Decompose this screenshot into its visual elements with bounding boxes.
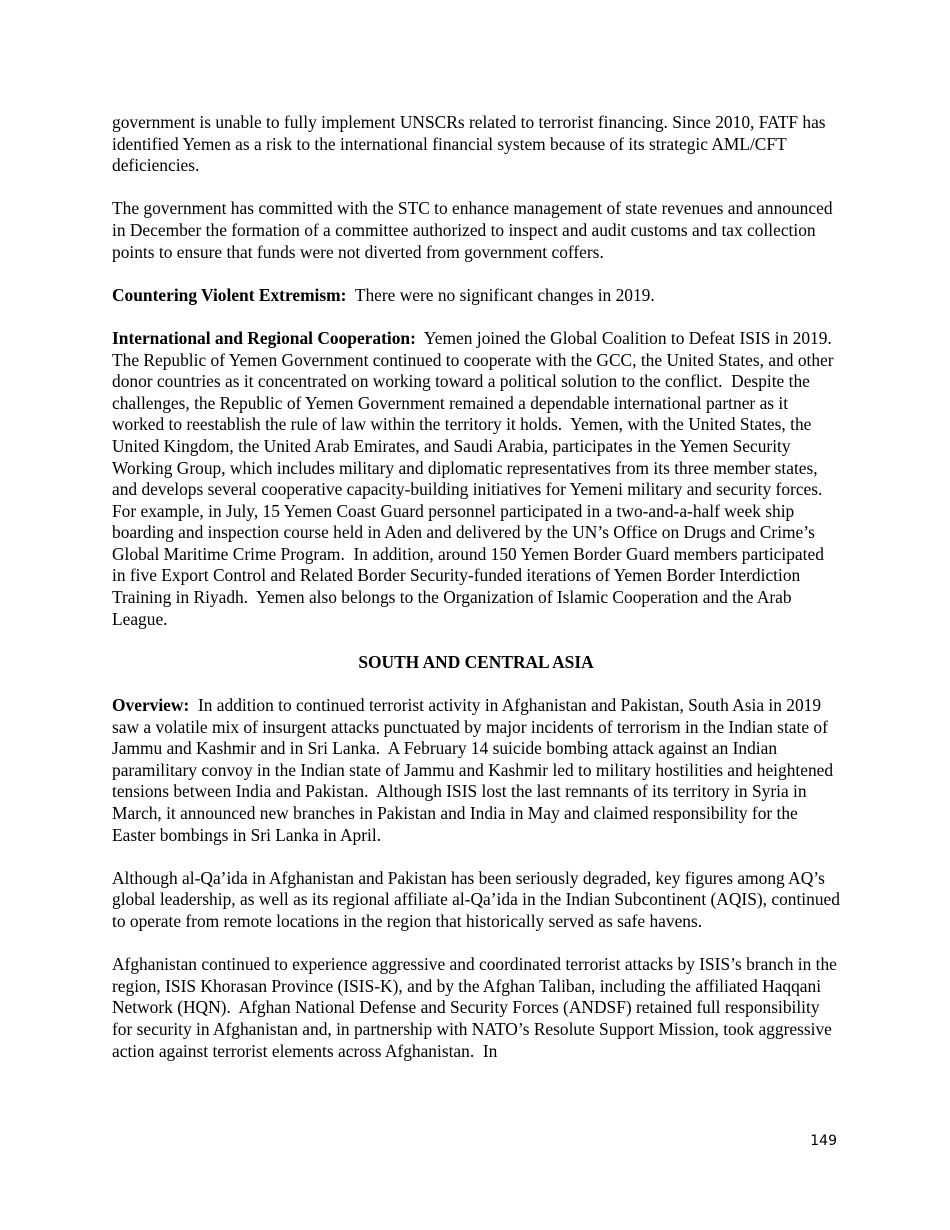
paragraph-text: There were no significant changes in 2019.	[346, 284, 655, 305]
section-heading: SOUTH AND CENTRAL ASIA	[358, 651, 594, 672]
paragraph-text: government is unable to fully implement UNSCRs related to terrorist financing. Since 2010, FATF has identified Yemen as a risk to the international financial system because of its strategic AML/CFT deficiencies.	[112, 112, 826, 176]
paragraph-text: Afghanistan continued to experience aggressive and coordinated terrorist attacks by ISIS’s branch in the region, ISIS Khorasan Province (ISIS-K), and by the Afghan Taliban, including the affiliated Haqqani Network (HQN). Afghan National Defense and Security Forces (ANDSF) retained full responsibility for security in Afghanistan and, in partnership with NATO’s Resolute Support Mission, took aggressive action against terrorist elements across Afghanistan. In	[112, 954, 842, 1061]
paragraph-international-cooperation	[112, 328, 840, 630]
paragraph-yemen-financing	[112, 112, 840, 177]
paragraph-countering-violent-extremism	[112, 285, 840, 307]
document-page	[112, 112, 840, 1084]
paragraph-text: Yemen joined the Global Coalition to Defeat ISIS in 2019. The Republic of Yemen Government continued to cooperate with the GCC, the United States, and other donor countries as it concentrated on working toward a political solution to the conflict. Despite the challenges, the Republic of Yemen Government remained a dependable international partner as it worked to reestablish the rule of law within the territory it holds. Yemen, with the United States, the United Kingdom, the United Arab Emirates, and Saudi Arabia, participates in the Yemen Security Working Group, which includes military and diplomatic representatives from its three member states, and develops several cooperative capacity-building initiatives for Yemeni military and security forces. For example, in July, 15 Yemen Coast Guard personnel participated in a two-and-a-half week ship boarding and inspection course held in Aden and delivered by the UN’s Office on Drugs and Crime’s Global Maritime Crime Program. In addition, around 150 Yemen Border Guard members participated in five Export Control and Related Border Security-funded iterations of Yemen Border Interdiction Training in Riyadh. Yemen also belongs to the Organization of Islamic Cooperation and the Arab League.	[112, 327, 841, 629]
paragraph-overview	[112, 695, 840, 846]
page-number: 149	[810, 1133, 837, 1149]
paragraph-lead: International and Regional Cooperation:	[112, 327, 416, 348]
paragraph-text: Although al-Qa’ida in Afghanistan and Pakistan has been seriously degraded, key figures among AQ’s global leadership, as well as its regional affiliate al-Qa’ida in the Indian Subcontinent (AQIS), continued to operate from remote locations in the region that historically served as safe havens.	[112, 867, 840, 931]
paragraph-text: In addition to continued terrorist activity in Afghanistan and Pakistan, South Asia in 2019 saw a volatile mix of insurgent attacks punctuated by major incidents of terrorism in the Indian state of Jammu and Kashmir and in Sri Lanka. A February 14 suicide bombing attack against an Indian paramilitary convoy in the Indian state of Jammu and Kashmir led to military hostilities and heightened tensions between India and Pakistan. Although ISIS lost the last remnants of its territory in Syria in March, it announced new branches in Pakistan and India in May and claimed responsibility for the Easter bombings in Sri Lanka in April.	[112, 695, 838, 845]
paragraph-text: The government has committed with the STC to enhance management of state revenues and announced in December the formation of a committee authorized to inspect and audit customs and tax collection points to ensure that funds were not diverted from government coffers.	[112, 198, 833, 262]
paragraph-lead: Countering Violent Extremism:	[112, 284, 347, 305]
paragraph-afghanistan	[112, 954, 840, 1062]
paragraph-al-qaida	[112, 868, 840, 933]
paragraph-lead: Overview:	[112, 695, 190, 716]
paragraph-stc-revenues	[112, 198, 840, 263]
